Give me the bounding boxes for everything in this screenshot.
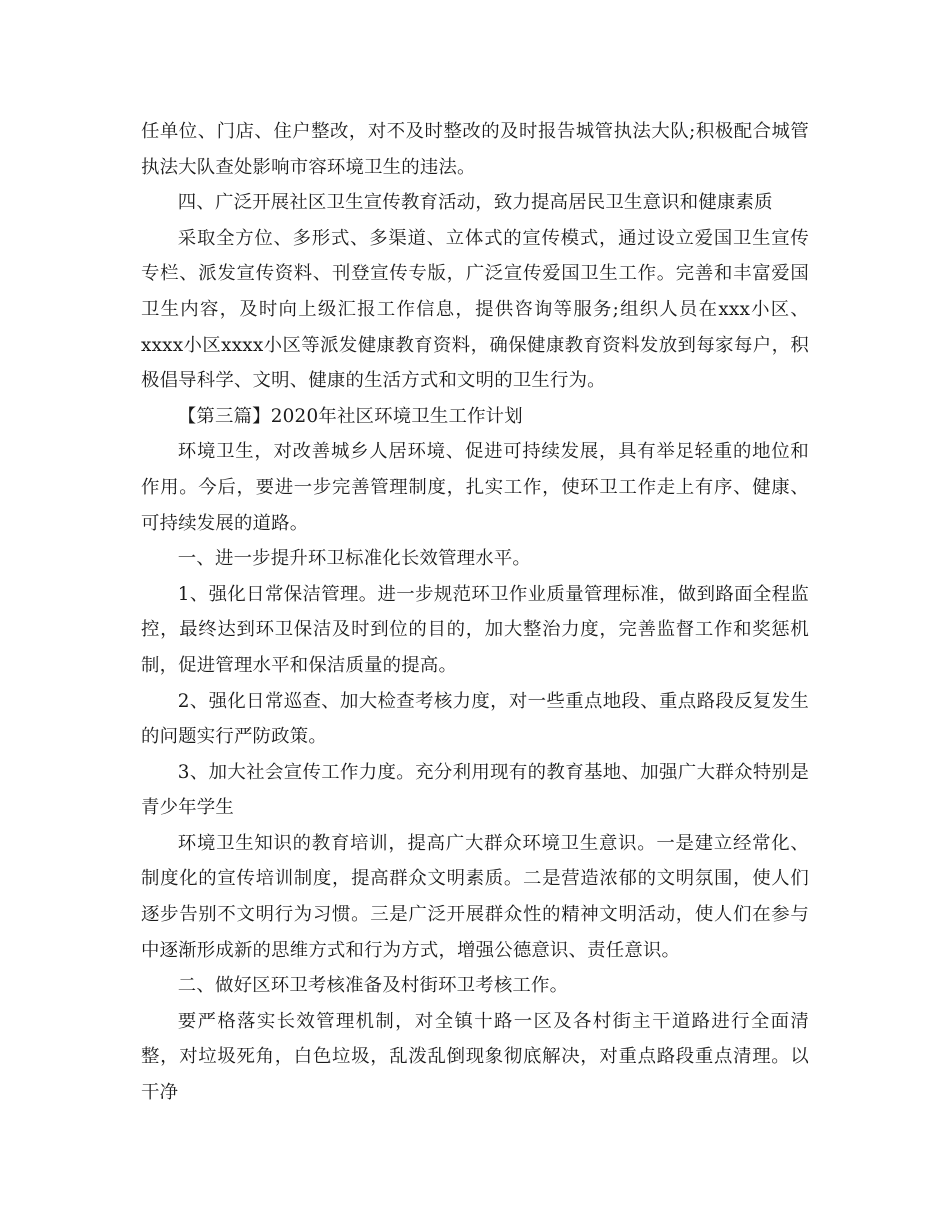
paragraph-10: 环境卫生知识的教育培训，提高广大群众环境卫生意识。一是建立经常化、制度化的宣传培训制度，提高群众文明素质。二是营造浓郁的文明氛围，使人们逐步告别不文明行为习惯。三是广泛开展群众性的精神文明活动，使人们在参与中逐渐形成新的思维方式和行为方式，增强公德意识、责任意识。	[141, 832, 809, 961]
section-heading-4: 四、广泛开展社区卫生宣传教育活动，致力提高居民卫生意识和健康素质	[177, 192, 773, 214]
paragraph-5: 环境卫生，对改善城乡人居环境、促进可持续发展，具有举足轻重的地位和作用。今后，要进一步完善管理制度，扎实工作，使环卫工作走上有序、健康、可持续发展的道路。	[141, 441, 809, 534]
item-1: 1、强化日常保洁管理。进一步规范环卫作业质量管理标准，做到路面全程监控，最终达到环卫保洁及时到位的目的，加大整治力度，完善监督工作和奖惩机制，促进管理水平和保洁质量的提高。	[141, 583, 809, 676]
item-3: 3、加大社会宣传工作力度。充分利用现有的教育基地、加强广大群众特别是青少年学生	[141, 761, 809, 819]
article-title-3: 【第三篇】2020年社区环境卫生工作计划	[177, 405, 523, 427]
paragraph-3: 采取全方位、多形式、多渠道、立体式的宣传模式，通过设立爱国卫生宣传专栏、派发宣传资料、刊登宣传专版，广泛宣传爱国卫生工作。完善和丰富爱国卫生内容，及时向上级汇报工作信息，提供咨询等服务;组织人员在xxx小区、xxxx小区xxxx小区等派发健康教育资料，确保健康教育资料发放到每家每户，积极倡导科学、文明、健康的生活方式和文明的卫生行为。	[141, 227, 809, 392]
paragraph-1: 任单位、门店、住户整改，对不及时整改的及时报告城管执法大队;积极配合城管执法大队查处影响市容环境卫生的违法。	[141, 121, 809, 178]
section-heading-2: 二、做好区环卫考核准备及村街环卫考核工作。	[177, 975, 569, 997]
item-2: 2、强化日常巡查、加大检查考核力度，对一些重点地段、重点路段反复发生的问题实行严防政策。	[141, 690, 809, 748]
document-page	[141, 114, 809, 1111]
paragraph-12: 要严格落实长效管理机制，对全镇十路一区及各村街主干道路进行全面清整，对垃圾死角，白色垃圾，乱泼乱倒现象彻底解决，对重点路段重点清理。以干净	[141, 1010, 809, 1104]
section-heading-1: 一、进一步提升环卫标准化长效管理水平。	[177, 548, 532, 570]
